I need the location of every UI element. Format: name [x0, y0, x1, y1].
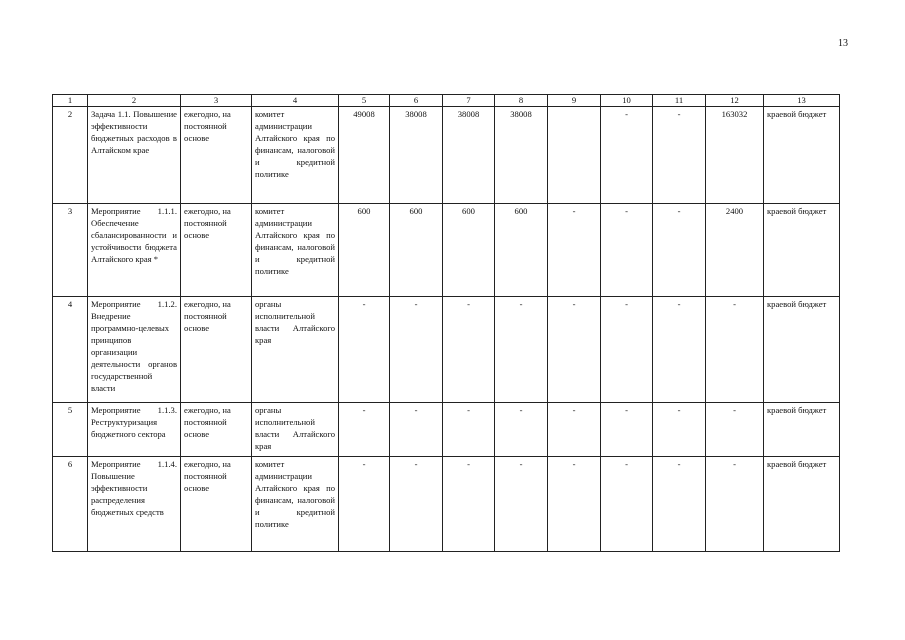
row-number: 3	[53, 204, 88, 297]
row-number: 6	[53, 457, 88, 552]
value-cell: -	[443, 457, 495, 552]
executor: комитет администрации Алтайского края по финансам, налоговой и кредитной политике	[252, 457, 339, 552]
value-cell: -	[653, 457, 706, 552]
executor: органы исполнительной власти Алтайского края	[252, 403, 339, 457]
value-cell: 49008	[339, 107, 390, 204]
value-cell: -	[339, 457, 390, 552]
funding-source: краевой бюджет	[764, 403, 840, 457]
activity-name: Мероприятие 1.1.3. Реструктуризация бюджетного сектора	[88, 403, 181, 457]
column-header: 10	[601, 95, 653, 107]
deadline: ежегодно, на постоянной основе	[181, 204, 252, 297]
table-row	[53, 403, 840, 457]
value-cell: 600	[495, 204, 548, 297]
row-number: 2	[53, 107, 88, 204]
column-header: 4	[252, 95, 339, 107]
value-cell: -	[548, 457, 601, 552]
value-cell: -	[390, 297, 443, 403]
activity-name: Задача 1.1. Повышение эффективности бюджетных расходов в Алтайском крае	[88, 107, 181, 204]
activity-name: Мероприятие 1.1.2. Внедрение программно-целевых принципов организации деятельности органов государственной власти	[88, 297, 181, 403]
program-table	[52, 94, 840, 552]
value-cell: 38008	[390, 107, 443, 204]
column-header: 1	[53, 95, 88, 107]
value-cell: -	[443, 297, 495, 403]
deadline: ежегодно, на постоянной основе	[181, 403, 252, 457]
column-header: 5	[339, 95, 390, 107]
value-cell: -	[495, 297, 548, 403]
total-cell: -	[706, 297, 764, 403]
value-cell: -	[339, 297, 390, 403]
activity-name: Мероприятие 1.1.4. Повышение эффективности распределения бюджетных средств	[88, 457, 181, 552]
funding-source: краевой бюджет	[764, 457, 840, 552]
table-row	[53, 107, 840, 204]
column-header: 11	[653, 95, 706, 107]
value-cell: 600	[390, 204, 443, 297]
total-cell: -	[706, 457, 764, 552]
value-cell: -	[601, 457, 653, 552]
column-header: 7	[443, 95, 495, 107]
column-header: 6	[390, 95, 443, 107]
funding-source: краевой бюджет	[764, 297, 840, 403]
value-cell: 600	[443, 204, 495, 297]
deadline: ежегодно, на постоянной основе	[181, 457, 252, 552]
column-header: 13	[764, 95, 840, 107]
value-cell: -	[653, 297, 706, 403]
value-cell: -	[390, 403, 443, 457]
value-cell: 38008	[495, 107, 548, 204]
executor: органы исполнительной власти Алтайского края	[252, 297, 339, 403]
activity-name: Мероприятие 1.1.1. Обеспечение сбалансированности и устойчивости бюджета Алтайского края *	[88, 204, 181, 297]
value-cell: -	[495, 403, 548, 457]
funding-source: краевой бюджет	[764, 204, 840, 297]
value-cell: -	[443, 403, 495, 457]
value-cell: -	[601, 297, 653, 403]
funding-source: краевой бюджет	[764, 107, 840, 204]
executor: комитет администрации Алтайского края по финансам, налоговой и кредитной политике	[252, 107, 339, 204]
deadline: ежегодно, на постоянной основе	[181, 297, 252, 403]
table-row	[53, 457, 840, 552]
total-cell: 2400	[706, 204, 764, 297]
value-cell: 600	[339, 204, 390, 297]
value-cell: -	[653, 107, 706, 204]
value-cell: -	[548, 297, 601, 403]
executor: комитет администрации Алтайского края по финансам, налоговой и кредитной политике	[252, 204, 339, 297]
column-header: 9	[548, 95, 601, 107]
row-number: 5	[53, 403, 88, 457]
column-header: 12	[706, 95, 764, 107]
value-cell: -	[548, 204, 601, 297]
table-header-row	[53, 95, 840, 107]
table-row	[53, 204, 840, 297]
page-number: 13	[838, 38, 848, 49]
value-cell: -	[548, 403, 601, 457]
value-cell: 38008	[443, 107, 495, 204]
column-header: 2	[88, 95, 181, 107]
column-header: 8	[495, 95, 548, 107]
value-cell	[548, 107, 601, 204]
value-cell: -	[339, 403, 390, 457]
value-cell: -	[653, 403, 706, 457]
value-cell: -	[601, 107, 653, 204]
total-cell: 163032	[706, 107, 764, 204]
deadline: ежегодно, на постоянной основе	[181, 107, 252, 204]
value-cell: -	[495, 457, 548, 552]
value-cell: -	[601, 204, 653, 297]
value-cell: -	[601, 403, 653, 457]
total-cell: -	[706, 403, 764, 457]
column-header: 3	[181, 95, 252, 107]
value-cell: -	[653, 204, 706, 297]
row-number: 4	[53, 297, 88, 403]
value-cell: -	[390, 457, 443, 552]
table-row	[53, 297, 840, 403]
